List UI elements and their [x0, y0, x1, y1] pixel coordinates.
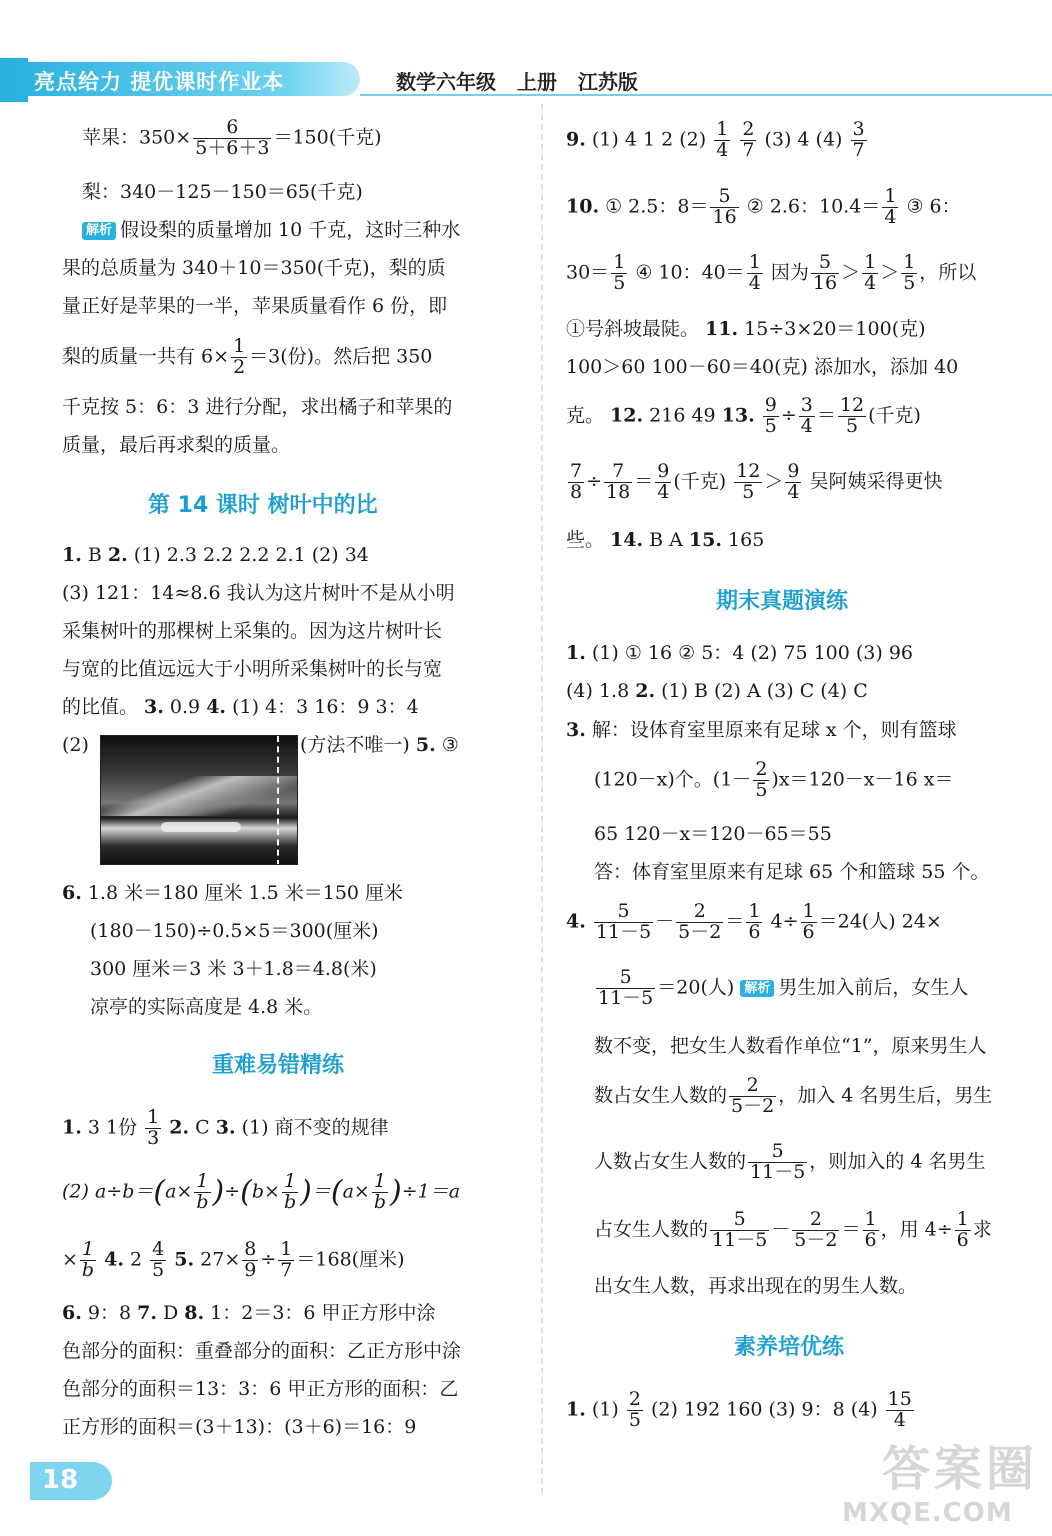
answer-line: (3) 121：14≈8.6 我认为这片树叶不是从小明 — [62, 582, 455, 604]
answer-line: (2) — [62, 734, 89, 756]
pear-calc: 梨：340－125－150＝65(千克) — [82, 181, 363, 203]
answer-line: 65 120－x＝120－65＝55 — [594, 823, 832, 845]
answer-line: 1. 3 1份 $\frac{1}{3}$ 2. C 3. (1) 商不变的规律 — [62, 1106, 389, 1149]
answer-line: 色部分的面积：重叠部分的面积：乙正方形中涂 — [62, 1340, 462, 1362]
section-title: 重难易错精练 — [212, 1053, 345, 1078]
answer-line: (4) 1.8 2. (1) B (2) A (3) C (4) C — [566, 680, 868, 702]
answer-line: 凉亭的实际高度是 4.8 米。 — [90, 996, 323, 1018]
answer-line: ①号斜坡最陡。 11. 15÷3×20＝100(克) — [566, 318, 926, 340]
page-number-badge — [30, 1462, 112, 1500]
section-title: 期末真题演练 — [716, 589, 849, 614]
analysis-tag: 解析 — [740, 980, 774, 998]
analysis-line: 量正好是苹果的一半，苹果质量看作 6 份，即 — [62, 295, 448, 317]
analysis-line: 解析 假设梨的质量增加 10 千克，这时三种水 — [82, 219, 460, 242]
answer-line: $\frac{7}{8}$ ÷ $\frac{7}{18}$ ＝ $\frac{9}{4}$ (千克) $\frac{12}{5}$ ＞ $\frac{9}{4}$ 吴阿姨采得更快 — [570, 460, 943, 503]
analysis-line: 质量，最后再求梨的质量。 — [62, 434, 291, 456]
section-title: 第 14 课时 树叶中的比 — [148, 493, 378, 518]
answer-line: 答：体育室里原来有足球 65 个和篮球 55 个。 — [594, 861, 990, 883]
column-divider — [541, 104, 543, 1494]
answer-line: 出女生人数，再求出现在的男生人数。 — [594, 1275, 918, 1297]
answer-line: 数不变，把女生人数看作单位“1”，原来男生人 — [594, 1035, 987, 1057]
answer-line: (120－x)个。(1－ $\frac{2}{5}$ )x＝120－x－16 x＝ — [594, 758, 954, 801]
answer-line: 些。 14. B A 15. 165 — [566, 529, 765, 551]
answer-line: $\frac{5}{11-5}$ ＝20(人) 解析 男生加入前后，女生人 — [598, 966, 969, 1009]
page-header — [0, 0, 1052, 100]
analysis-line: 梨的质量一共有 6× $\frac{1}{2}$ ＝3(份)。然后把 350 — [62, 335, 433, 378]
answer-line: 9. (1) 4 1 2 (2) $\frac{1}{4}$ $\frac{2}{7}$ (3) 4 (4) $\frac{3}{7}$ — [566, 118, 865, 161]
answer-line: 6. 9：8 7. D 8. 1：2＝3：6 甲正方形中涂 — [62, 1302, 436, 1324]
answer-line: 数占女生人数的 $\frac{2}{5-2}$ ，加入 4 名男生后，男生 — [594, 1074, 993, 1117]
header-rule — [360, 94, 1052, 96]
answer-line: 10. ① 2.5：8＝ $\frac{5}{16}$ ② 2.6：10.4＝ $\frac{1}{4}$ ③ 6： — [566, 185, 961, 228]
answer-line: 正方形的面积＝(3＋13)：(3＋6)＝16：9 — [62, 1416, 417, 1438]
analysis-line: 果的总质量为 340＋10＝350(千克)，梨的质 — [62, 257, 446, 279]
watermark-logo — [842, 1420, 1042, 1530]
answer-line: 采集树叶的那棵树上采集的。因为这片树叶长 — [62, 620, 443, 642]
answer-line: 3. 解：设体育室里原来有足球 x 个，则有篮球 — [566, 719, 957, 741]
answer-line: (180－150)÷0.5×5＝300(厘米) — [90, 920, 379, 942]
answer-line: 1. (1) $\frac{2}{5}$ (2) 192 160 (3) 9：8 (4) $\frac{15}{4}$ — [566, 1388, 912, 1431]
book-title: 数学六年级 上册 江苏版 — [396, 70, 638, 94]
series-title: 亮点给力 提优课时作业本 — [34, 70, 285, 94]
answer-line: 1. (1) ① 16 ② 5：4 (2) 75 100 (3) 96 — [566, 642, 914, 664]
answer-line: × $\frac{1}{b}$ 4. 2 $\frac{4}{5}$ 5. 27× $\frac{8}{9}$ ÷ $\frac{1}{7}$ ＝168(厘米) — [62, 1238, 405, 1281]
analysis-tag: 解析 — [82, 222, 116, 240]
answer-line: 色部分的面积＝13：3：6 甲正方形的面积：乙 — [62, 1378, 459, 1400]
analysis-line: 千克按 5：6：3 进行分配，求出橘子和苹果的 — [62, 396, 453, 418]
answer-line: 1. B 2. (1) 2.3 2.2 2.2 2.1 (2) 34 — [62, 544, 369, 566]
answer-line: (方法不唯一) 5. ③ — [300, 734, 459, 756]
answer-line: 的比值。 3. 0.9 4. (1) 4：3 16：9 3：4 — [62, 696, 419, 718]
answer-line: 300 厘米＝3 米 3＋1.8＝4.8(米) — [90, 958, 377, 980]
section-title: 素养培优练 — [734, 1335, 845, 1360]
page-number: 18 — [42, 1465, 79, 1495]
answer-line: 4. $\frac{5}{11-5}$ － $\frac{2}{5-2}$ ＝ $\frac{1}{6}$ 4÷ $\frac{1}{6}$ ＝24(人) 24× — [566, 900, 942, 943]
answer-line: 与宽的比值远远大于小明所采集树叶的长与宽 — [62, 658, 443, 680]
answer-line: 30＝ $\frac{1}{5}$ ④ 10：40＝ $\frac{1}{4}$ 因为 $\frac{5}{16}$ ＞ $\frac{1}{4}$ ＞ $\frac{1}{5}$ ，所以 — [566, 251, 977, 294]
answer-line: 100＞60 100－60＝40(克) 添加水，添加 40 — [566, 356, 959, 378]
landscape-photo — [100, 735, 298, 865]
apple-calc: 苹果：350× $\frac{6}{5+6+3}$ ＝150(千克) — [82, 116, 382, 159]
answer-line: (2) a÷b＝(a× $\frac{1}{b}$ )÷(b× $\frac{1}{b}$ )＝(a× $\frac{1}{b}$ )÷1＝a — [62, 1170, 461, 1213]
answer-line: 占女生人数的 $\frac{5}{11-5}$ － $\frac{2}{5-2}$ ＝ $\frac{1}{6}$ ，用 4÷ $\frac{1}{6}$ 求 — [594, 1208, 992, 1251]
watermark-text: 答案圈 — [882, 1441, 1039, 1497]
answer-line: 克。 12. 216 49 13. $\frac{9}{5}$ ÷ $\frac{3}{4}$ ＝ $\frac{12}{5}$ (千克) — [566, 394, 921, 437]
watermark-url: MXQE.COM — [842, 1498, 1013, 1528]
answer-line: 6. 1.8 米＝180 厘米 1.5 米＝150 厘米 — [62, 882, 404, 904]
answer-line: 人数占女生人数的 $\frac{5}{11-5}$ ，则加入的 4 名男生 — [594, 1140, 986, 1183]
